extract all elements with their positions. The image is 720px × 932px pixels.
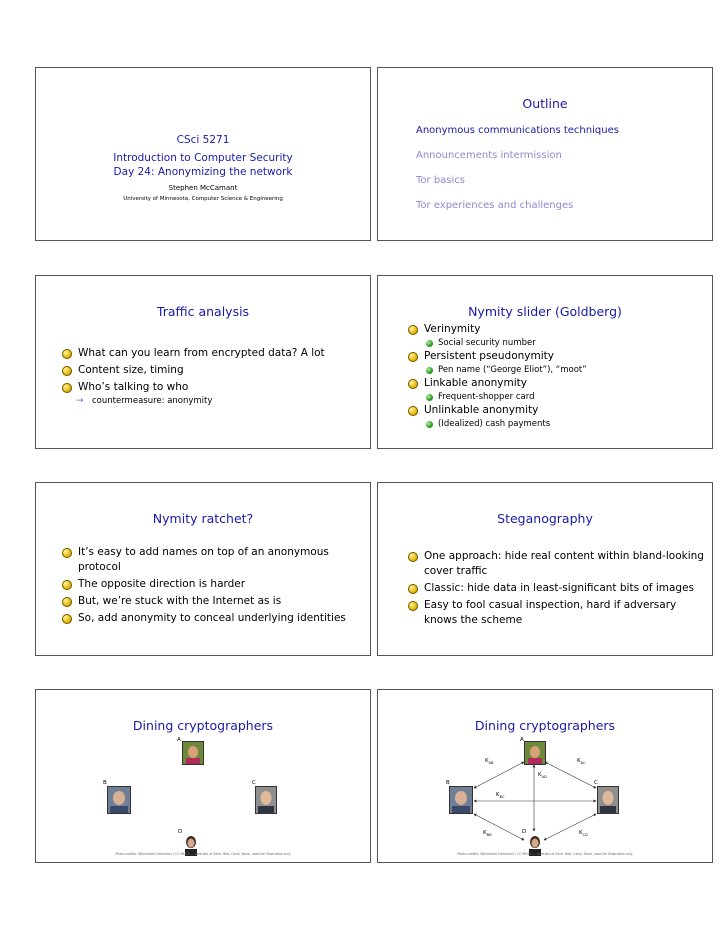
slide-traffic-analysis [35,275,371,449]
list-item: But, we’re stuck with the Internet as is [60,594,346,609]
label-c: C [594,780,598,786]
bullet-icon [62,548,72,558]
slide-title-outline: Outline [522,96,568,111]
sub-bullet-icon [426,367,433,374]
ratchet-bullets [60,545,346,626]
slide-steganography [377,482,713,656]
stego-bullets [406,549,704,628]
bullet-icon [408,552,418,562]
footnote: Photo credits: Wikimedia Commons / CC BY-SA — portraits of Alice, Bob, Carol, Dave, used for illustration only [115,852,291,856]
photo-a [524,741,546,765]
person-a-icon [525,742,545,764]
bullet-icon [62,597,72,607]
person-b-icon [450,787,472,813]
slide-nymity-slider [377,275,713,449]
arrow-cd [544,814,596,840]
slide-dining-cryptographers-1 [35,689,371,863]
slide-dining-cryptographers-2 [377,689,713,863]
label-a: A [177,737,181,743]
key-label-cd: $K_{CD}$ [579,830,588,838]
bullet-icon [62,349,72,359]
bullet-icon [408,406,418,416]
person-a-icon [183,742,203,764]
bullet-icon [408,584,418,594]
list-item: Who’s talking to who [60,380,325,395]
slide-title-steganography: Steganography [497,511,593,526]
person-c-icon [598,787,618,813]
bullet-icon [62,383,72,393]
list-item-continuation: cover traffic [424,565,488,577]
outline-item-4: Tor experiences and challenges [416,200,574,211]
outline-item-2: Announcements intermission [416,150,562,161]
course-title: Introduction to Computer Security [113,152,293,164]
sub-bullet-icon [426,421,433,428]
list-item: Easy to fool casual inspection, hard if adversary [406,598,704,613]
list-item: So, add anonymity to conceal underlying identities [60,611,346,626]
bullet-icon [62,580,72,590]
label-b: B [103,780,107,786]
slide-title-nymity-slider: Nymity slider (Goldberg) [468,304,622,319]
list-item: Linkable anonymity [406,376,587,391]
person-b-icon [108,787,130,813]
list-item: One approach: hide real content within bland-looking [406,549,704,564]
key-label-ad: $K_{AD}$ [538,772,547,780]
list-item: What can you learn from encrypted data? A lot [60,346,325,361]
nymity-bullets [406,322,587,430]
bullet-icon [408,601,418,611]
list-subitem: Pen name (“George Eliot”), “moot” [406,364,587,376]
person-c-icon [256,787,276,813]
photo-b [449,786,473,814]
photo-a [182,741,204,765]
arrow-ac [545,762,596,788]
slide-title [35,67,371,241]
key-label-bd: $K_{BD}$ [483,830,492,838]
arrow-right-icon: → [76,396,84,406]
label-b: B [446,780,450,786]
list-subitem: (Idealized) cash payments [406,418,587,430]
list-item: Content size, timing [60,363,325,378]
list-item: It’s easy to add names on top of an anonymous [60,545,346,560]
list-item: Unlinkable anonymity [406,403,587,418]
key-label-ab: $K_{AB}$ [485,758,494,766]
sub-bullet-icon [426,394,433,401]
lecture-title: Day 24: Anonymizing the network [113,166,293,178]
slide-title-nymity-ratchet: Nymity ratchet? [152,511,254,526]
author: Stephen McCamant [168,184,238,192]
affiliation: University of Minnesota, Computer Science & Engineering [123,196,283,202]
bullet-icon [62,366,72,376]
list-item-continuation: protocol [78,561,121,573]
list-subitem: Frequent-shopper card [406,391,587,403]
list-subitem: Social security number [406,337,587,349]
photo-c [597,786,619,814]
list-item: Classic: hide data in least-significant bits of images [406,581,704,596]
bullet-icon [408,325,418,335]
slide-title-traffic: Traffic analysis [156,304,250,319]
photo-b [107,786,131,814]
arrow-ab [474,762,524,788]
label-a: A [520,737,524,743]
bullet-icon [408,352,418,362]
slide-title-dining-1: Dining cryptographers [132,718,274,733]
list-subitem: → countermeasure: anonymity [76,396,213,406]
bullet-icon [408,379,418,389]
key-label-bc: $K_{BC}$ [496,792,505,800]
list-item: The opposite direction is harder [60,577,346,592]
bullet-icon [62,614,72,624]
list-item-continuation: knows the scheme [424,614,523,626]
slide-nymity-ratchet [35,482,371,656]
outline-item-3: Tor basics [416,175,465,186]
label-c: C [252,780,256,786]
traffic-bullets [60,346,325,407]
list-item: Persistent pseudonymity [406,349,587,364]
key-label-ac: $K_{AC}$ [577,758,586,766]
list-item: Verinymity [406,322,587,337]
sub-bullet-icon [426,340,433,347]
footnote: Photo credits: Wikimedia Commons / CC BY-SA — portraits of Alice, Bob, Carol, Dave, used for illustration only [457,852,633,856]
label-d: D [522,829,527,835]
photo-c [255,786,277,814]
label-d: D [178,829,183,835]
arrow-bd [474,814,527,840]
slide-title-dining-2: Dining cryptographers [474,718,616,733]
course-number: CSci 5271 [176,134,230,146]
slide-outline [377,67,713,241]
outline-item-1: Anonymous communications techniques [416,125,619,136]
